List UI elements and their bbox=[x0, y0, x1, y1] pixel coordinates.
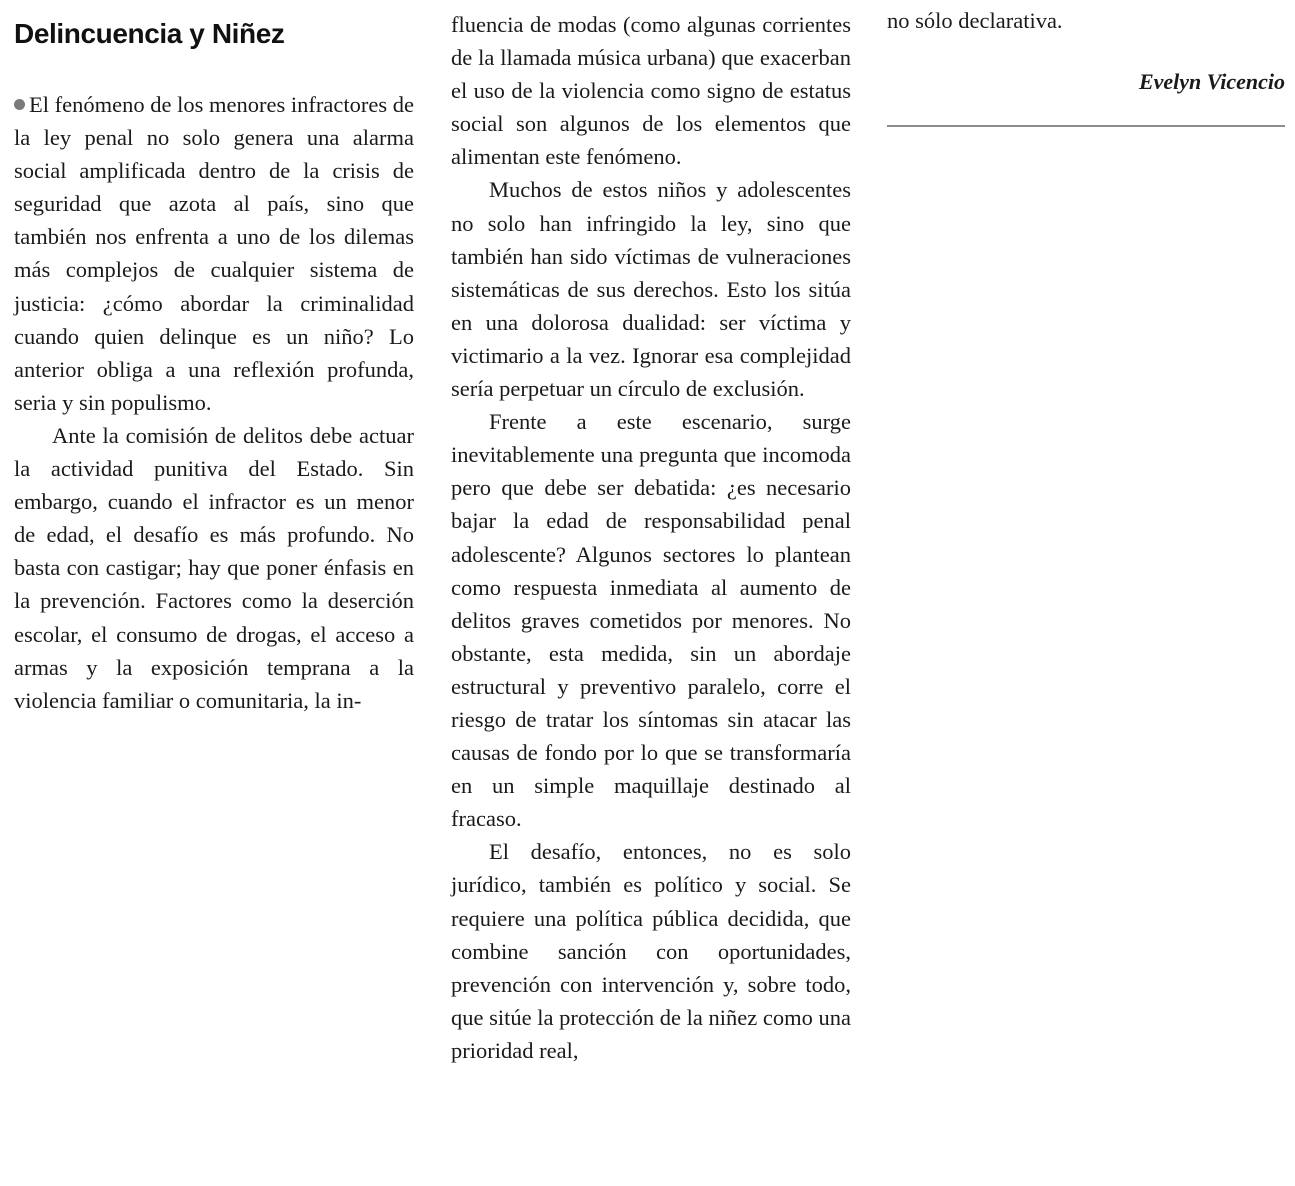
article-column-1 bbox=[14, 0, 414, 717]
article-column-2 bbox=[451, 8, 851, 1067]
author-byline: Evelyn Vicencio bbox=[1138, 69, 1285, 95]
article-headline: Delincuencia y Niñez bbox=[14, 18, 285, 49]
paragraph-4: Muchos de estos niños y adolescentes no solo han infringido la ley, sino que también han sido víctimas de vulneraciones sistemáticas de sus derechos. Esto los sitúa en una dolorosa dualidad: ser víctima y victimario a la vez. Ignorar esa complejidad sería perpetuar un círculo de exclusión. bbox=[451, 177, 851, 402]
column-3-body bbox=[887, 4, 1287, 37]
paragraph-2: Ante la comisión de delitos debe actuar la actividad punitiva del Estado. Sin embargo, cuando el infractor es un menor de edad, el desafío es más profundo. No basta con castigar; hay que poner énfasis en la prevención. Factores como la deserción escolar, el consumo de drogas, el acceso a armas y la exposición temprana a la violencia familiar o comunitaria, la in- bbox=[14, 422, 414, 713]
paragraph-5: Frente a este escenario, surge inevitablemente una pregunta que incomoda pero que debe ser debatida: ¿es necesario bajar la edad de responsabilidad penal adolescente? Algunos sectores lo plantean como respuesta inmediata al aumento de delitos graves cometidos por menores. No obstante, esta medida, sin un abordaje estructural y preventivo paralelo, corre el riesgo de tratar los síntomas sin atacar las causas de fondo por lo que se transformaría en un simple maquillaje destinado al fracaso. bbox=[451, 409, 851, 832]
paragraph-6: El desafío, entonces, no es solo jurídico, también es político y social. Se requiere una política pública decidida, que combine sanción con oportunidades, prevención con intervención y, sobre todo, que sitúe la protección de la niñez como una prioridad real, bbox=[451, 839, 851, 1063]
column-2-body bbox=[451, 8, 851, 1067]
article-column-3 bbox=[887, 4, 1287, 127]
paragraph-3: fluencia de modas (como algunas corrientes de la llamada música urbana) que exacerban el uso de la violencia como signo de estatus social son algunos de los elementos que alimentan este fenómeno. bbox=[451, 12, 851, 170]
column-1-body bbox=[14, 88, 414, 717]
divider-rule bbox=[887, 125, 1285, 127]
bullet-icon bbox=[14, 99, 25, 110]
paragraph-7: no sólo declarativa. bbox=[887, 8, 1063, 33]
paragraph-1 bbox=[14, 88, 414, 419]
paragraph-1-text: El fenómeno de los menores infractores de la ley penal no solo genera una alarma social amplificada dentro de la crisis de seguridad que azota al país, sino que también nos enfrenta a uno de los dilemas más complejos de cualquier sistema de justicia: ¿cómo abordar la criminalidad cuando quien delinque es un niño? Lo anterior obliga a una reflexión profunda, seria y sin populismo. bbox=[14, 92, 414, 415]
